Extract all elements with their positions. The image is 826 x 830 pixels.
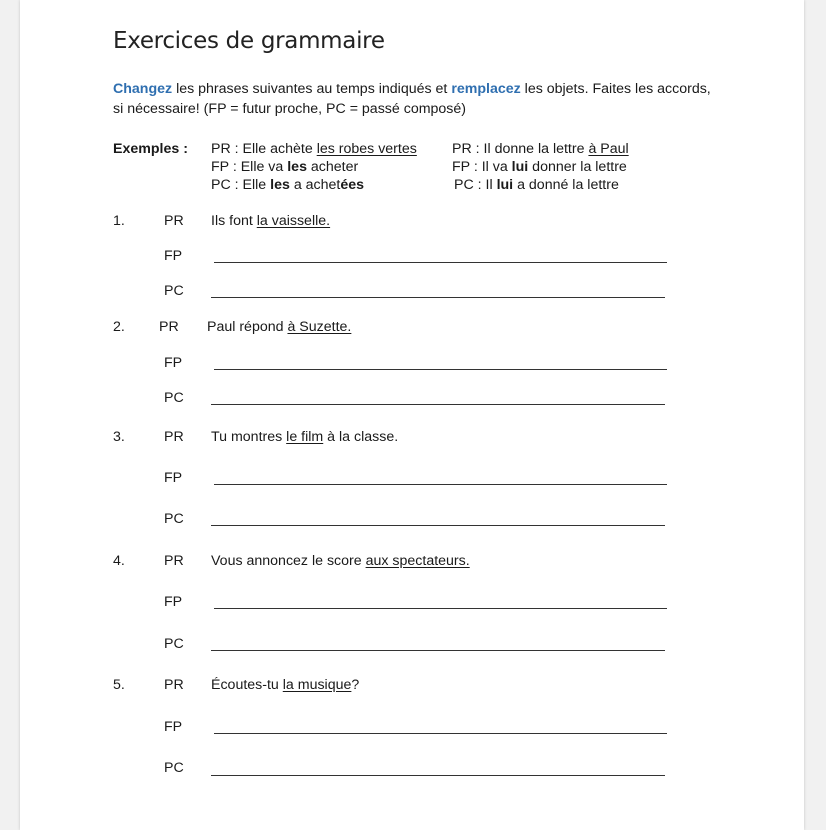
answer-line-fp[interactable] — [214, 262, 667, 263]
example-text: FP : Elle va — [211, 159, 288, 175]
example-object: les robes vertes — [316, 141, 417, 157]
tense-label-fp: FP — [164, 719, 183, 735]
instructions — [113, 79, 713, 119]
answer-line-fp[interactable] — [214, 733, 667, 734]
example-pronoun: les — [270, 177, 290, 193]
example-text: PR : Il donne la lettre — [452, 141, 589, 157]
answer-line-pc[interactable] — [211, 297, 665, 298]
sentence-text: Ils font — [211, 213, 257, 229]
exercise-sentence — [211, 429, 398, 445]
tense-label-fp: FP — [164, 248, 183, 264]
sentence-object: la musique — [282, 677, 352, 693]
example-right-fp — [452, 159, 627, 175]
example-pronoun: les — [287, 159, 307, 175]
tense-label-pc: PC — [164, 390, 184, 406]
example-text: a achet — [289, 177, 341, 193]
tense-label-pr: PR — [159, 319, 179, 335]
sentence-text: ? — [351, 677, 360, 693]
sentence-text: à la classe. — [323, 429, 399, 445]
sentence-object: le film — [286, 429, 324, 445]
example-text: PC : Il — [454, 177, 497, 193]
tense-label-pr: PR — [164, 677, 184, 693]
instruction-text: les phrases suivantes au temps indiqués et — [172, 81, 452, 97]
sentence-object: la vaisselle. — [256, 213, 331, 229]
instruction-text: les objets. Faites les accords, si nécessaire! (FP = futur proche, PC = passé composé) — [113, 81, 711, 117]
answer-line-fp[interactable] — [214, 484, 667, 485]
exercise-number: 2. — [113, 319, 125, 335]
sentence-object: aux spectateurs. — [365, 553, 470, 569]
exercise-sentence — [211, 677, 359, 693]
tense-label-pr: PR — [164, 213, 184, 229]
exercise-number: 1. — [113, 213, 125, 229]
tense-label-pc: PC — [164, 511, 184, 527]
example-text: acheter — [306, 159, 359, 175]
page-title: Exercices de grammaire — [113, 28, 385, 54]
sentence-text: Vous annoncez le score — [211, 553, 366, 569]
exercise-number: 5. — [113, 677, 125, 693]
exercise-sentence — [211, 213, 330, 229]
sentence-object: à Suzette. — [287, 319, 352, 335]
tense-label-pr: PR — [164, 553, 184, 569]
tense-label-fp: FP — [164, 594, 183, 610]
example-object: à Paul — [588, 141, 629, 157]
example-pronoun: lui — [496, 177, 514, 193]
answer-line-fp[interactable] — [214, 608, 667, 609]
exercise-sentence — [211, 553, 470, 569]
sentence-text: Paul répond — [207, 319, 288, 335]
sentence-text: Écoutes-tu — [211, 677, 283, 693]
sentence-text: Tu montres — [211, 429, 287, 445]
exercise-number: 3. — [113, 429, 125, 445]
tense-label-pc: PC — [164, 636, 184, 652]
answer-line-pc[interactable] — [211, 775, 665, 776]
tense-label-fp: FP — [164, 470, 183, 486]
tense-label-fp: FP — [164, 355, 183, 371]
example-pronoun: lui — [511, 159, 529, 175]
example-left-pc — [211, 177, 364, 193]
example-text: a donné la lettre — [513, 177, 619, 193]
answer-line-pc[interactable] — [211, 404, 665, 405]
example-text: PR : Elle achète — [211, 141, 317, 157]
instruction-keyword-remplacez: remplacez — [451, 81, 521, 97]
document-page — [20, 0, 804, 830]
example-left-pr — [211, 141, 417, 157]
answer-line-pc[interactable] — [211, 525, 665, 526]
exercise-number: 4. — [113, 553, 125, 569]
example-right-pr — [452, 141, 629, 157]
example-agreement: ées — [340, 177, 365, 193]
tense-label-pr: PR — [164, 429, 184, 445]
answer-line-fp[interactable] — [214, 369, 667, 370]
example-text: PC : Elle — [211, 177, 271, 193]
instruction-keyword-changez: Changez — [113, 81, 173, 97]
example-text: donner la lettre — [528, 159, 627, 175]
example-right-pc — [454, 177, 619, 193]
answer-line-pc[interactable] — [211, 650, 665, 651]
examples-label: Exemples : — [113, 141, 188, 157]
tense-label-pc: PC — [164, 283, 184, 299]
example-text: FP : Il va — [452, 159, 512, 175]
example-left-fp — [211, 159, 358, 175]
tense-label-pc: PC — [164, 760, 184, 776]
exercise-sentence — [207, 319, 351, 335]
